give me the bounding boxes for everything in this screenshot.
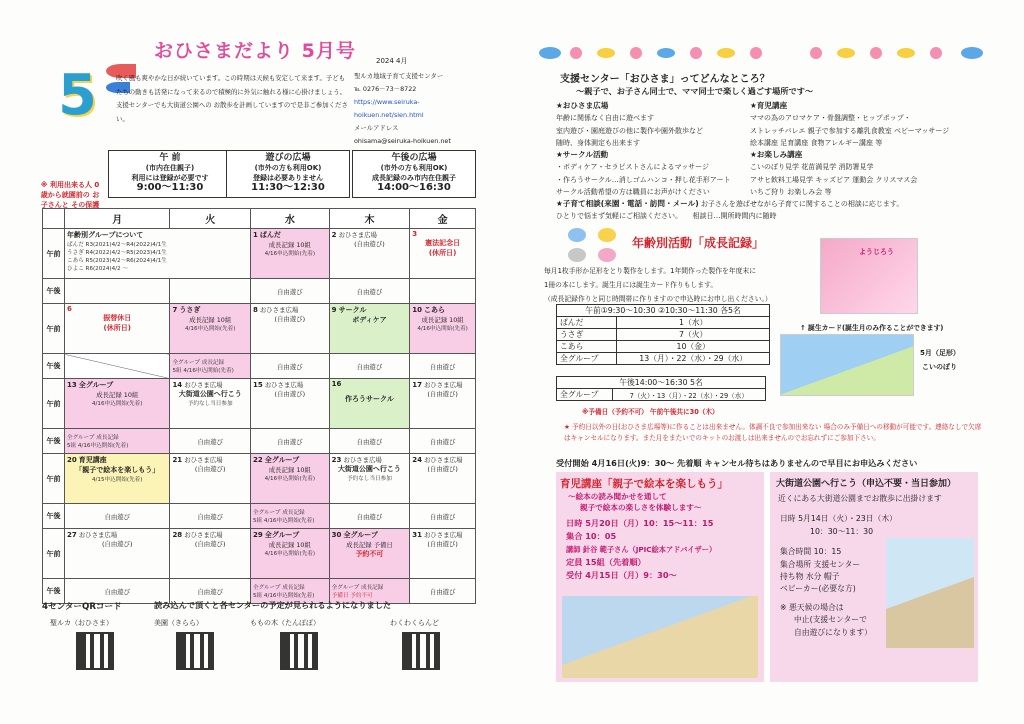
calendar-row (43, 229, 476, 279)
calendar-day-cell[interactable]: 3 憲法記念日 (休所日) (410, 229, 476, 279)
row-label-am: 午前 (43, 229, 65, 279)
calendar-row: 午前 6 振替休日 (休所日) 7 うさぎ 成長記録 10組 4/16申込開始(先着) 8 おひさま広場 (自由遊び) 9 サークル ボディケア 10 こあら 成長記録 10組 4/16申込開始(先着) (43, 304, 476, 354)
calendar-day-cell[interactable]: 21 おひさま広場 (自由遊び) (170, 454, 251, 504)
growth-record-title: 年齢別活動「成長記録」 (632, 236, 765, 250)
koala-icon (568, 248, 586, 262)
calendar-day-cell[interactable]: 28 おひさま広場 (自由遊び) (170, 529, 251, 579)
caution-note: ★ 予約日以外の日(おひさま広場等)に作ることは出来ません。体調不良で参加出来ない 場合のみ予備日への移動が可能です。連絡なしで欠席はキャンセルになります。また月をまたいでのキットのお渡しは出来ませんのでお忘れずにご参加下さい。 (564, 423, 982, 442)
calendar-day-cell[interactable]: 27 おひさま広場 (自由遊び) (65, 529, 170, 579)
section-heading: 支援センター「おひさま」ってどんなところ？ (560, 74, 770, 85)
calendar-day-cell[interactable]: 10 こあら 成長記録 10組 4/16申込開始(先着) (410, 304, 476, 354)
calendar-day-cell[interactable]: 29 全グループ 成長記録 10組 4/16申込開始(先着) (250, 529, 329, 579)
weekday-fri: 金 (410, 209, 476, 229)
course-panel: 育児講座「親子で絵本を楽しもう」 ～絵本の読み聞かせを通して 親子で絵本の楽しさを体験します～ 日時 5月20日（月）10：15～11：15 集合 10：05 講師 針谷 範子さん（JPIC絵本アドバイザー） 定員 15組（先着順） 受付 4月15日（月）9：30～ (556, 472, 764, 682)
weekday-thu: 木 (329, 209, 410, 229)
contact-mail[interactable]: ohisama@seiruka-hoikuen.net (354, 137, 451, 145)
table-row: 全グループ 7（火）・13（月）・22（水）・29（水） (557, 389, 766, 401)
month-digit: 5 (58, 63, 97, 128)
session-box-play: 遊びの広場 (市外の方も利用OK) 登録は必要ありません 11:30～12:30 (226, 150, 350, 198)
calendar-day-cell[interactable]: 2 おひさま広場 (自由遊び) (329, 229, 410, 279)
contact-tel: ℡ 0276－73－8722 (354, 85, 417, 93)
section-subheading: ～親子で、お子さん同士で、ママ同士で楽しく過ごす場所です～ (576, 86, 814, 96)
intro-text: 吹く風も爽やかな日が続いています。この時期は天候も安定して来ます。子どもたちの動きも活発になって来るので積極的に外気に触れる様に心掛けましょう。支援センターでも大街道公園への お散歩を計画していますので是非ご参加ください。 (116, 74, 348, 123)
koinobori-photo (780, 334, 914, 396)
qr-code[interactable] (402, 632, 440, 670)
calendar-row: 午前 13 全グループ 成長記録 10組 4/16申込開始(先着) 14 おひさま広場 大街道公園へ行こう 予約なし当日参加 15 おひさま広場 (自由遊び) 16 作ろうサークル 17 おひさま広場 (自由遊び) (43, 379, 476, 429)
calendar-row: 午前 27 おひさま広場 (自由遊び) 28 おひさま広場 (自由遊び) 29 全グループ 成長記録 10組 4/16申込開始(先着) 30 全グループ 成長記録 予備日 予約不可 31 おひさま広場 (自由遊び) (43, 529, 476, 579)
am-schedule-table: 午前①9:30～10:30 ②10:30～11:30 各5名 ぱんだ 1（水） うさぎ 7（火） こあら 10（金） 全グループ 13（月）・22（水）・29（水） (556, 304, 770, 365)
qr-label: わくわくらんど (390, 619, 439, 627)
calendar-day-cell[interactable]: 20 育児講座 「親子で絵本を楽しもう」 4/15申込開始(先着) (65, 454, 170, 504)
qr-label: 聖ルカ（おひさま） (50, 619, 113, 627)
calendar-header-row (43, 209, 476, 229)
growth-record-desc: 毎月1枚手形か足形をとり製作をします。1年間作った製作を年度末に 1冊の本にします。誕生月には誕生カード作りもします。 （成長記録作りと同じ時間帯に作りますので申込時にお申し出ください。） (544, 267, 772, 303)
publish-date: 2024 4月 (376, 57, 408, 65)
birthday-card-caption: ↑ 誕生カード(誕生月のみ作ることができます) (800, 324, 944, 332)
calendar-day-cell[interactable]: 14 おひさま広場 大街道公園へ行こう 予約なし当日参加 (170, 379, 251, 429)
rabbit-icon (598, 248, 616, 262)
table-row: ぱんだ 1（水） (557, 317, 770, 329)
contact-name: 聖ルカ地域子育て支援センター (354, 72, 444, 80)
weekday-mon: 月 (65, 209, 170, 229)
right-page (536, 28, 988, 718)
reception-notice: 受付開始 4月16日(火)9：30～ 先着順 キャンセル待ちはありませんので早目にお申込みください (556, 458, 918, 468)
qr-section-note: 読み込んで頂くと各センターの予定が見られるようになりました (154, 600, 392, 610)
calendar-day-cell[interactable]: 1 ぱんだ 成長記録 10組 4/16申込開始(先着) (250, 229, 329, 279)
contact-block (354, 70, 482, 148)
qr-section-title: 4センターQRコード (42, 602, 122, 612)
calendar-row: 午後 全グループ 成長記録 5組 4/16申込開始(先着) 自由遊び 自由遊び 自由遊び 自由遊び (43, 429, 476, 454)
qr-code[interactable] (176, 632, 214, 670)
qr-label: 美園（きらら） (154, 619, 203, 627)
calendar-day-cell[interactable]: 9 サークル ボディケア (329, 304, 410, 354)
row-label-pm: 午後 (43, 279, 65, 304)
koinobori-caption: 5月（足形） (920, 349, 960, 357)
birthday-card-photo: ようじろう (820, 238, 918, 314)
calendar-day-cell[interactable]: 15 おひさま広場 (自由遊び) (250, 379, 329, 429)
table-row: こあら 10（金） (557, 341, 770, 353)
contact-url[interactable]: https://www.seiruka-hoikuen.net/sien.html (354, 98, 424, 119)
services-column-1: ★おひさま広場 年齢に関係なく自由に遊べます 室内遊び・園庭遊びの他に製作や園外散歩など 随時、身体測定も出来ます ★サークル活動 ・ボディケア・セラピストさんによるマッサージ ・作ろうサークル…消しゴムハンコ・押し花手形アート サークル活動希望の方は職員にお声がけください (556, 101, 731, 197)
newsletter-title: おひさまだより 5月号 (154, 40, 356, 62)
calendar-row: 午後 自由遊び 自由遊び 全グループ 成長記録 5組 4/16申込開始(先着) 全グループ 成長記録 予備日 予約不可 自由遊び (43, 579, 476, 604)
calendar-day-cell[interactable]: 16 作ろうサークル (329, 379, 410, 429)
park-panel: 大街道公園へ行こう（申込不要・当日参加） 近くにある大街道公園までお散歩に出掛けます 日時 5月14日（火）・23日（木） 10：30～11：30 集合時間 10：15 集合場所 支援センター 持ち物 水分 帽子 ベビーカー(必要な方) ※ 悪天候の場合は 中止(支援センターで 自由遊びになります） (770, 472, 978, 682)
calendar-row: 午後 自由遊び 自由遊び (43, 279, 476, 304)
weekday-wed: 水 (250, 209, 329, 229)
calendar-day-cell[interactable]: 6 振替休日 (休所日) (65, 304, 170, 354)
chick-icon (598, 228, 616, 242)
park-photo (886, 538, 974, 648)
weekday-tue: 火 (170, 209, 251, 229)
qr-code[interactable] (76, 632, 114, 670)
session-box-am: 午 前 (市内在住親子) 利用には登録が必要です 9:00～11:30 (108, 150, 232, 198)
calendar-day-cell[interactable]: 8 おひさま広場 (自由遊び) (250, 304, 329, 354)
calendar-day-cell[interactable]: 24 おひさま広場 (自由遊び) (410, 454, 476, 504)
reserve-day-note: ※予備日（予約不可） 午前午後共に30（木） (582, 408, 719, 416)
calendar-day-cell[interactable]: 7 うさぎ 成長記録 10組 4/16申込開始(先着) (170, 304, 251, 354)
age-groups-cell: 年齢別グループについて ぱんだ R3(2021)4/2～R4(2022)4/1生 うさぎ R4(2022)4/2～R5(2023)4/1生 こあら R5(2023)4/2～R6(2024)4/1生 ひよこ R6(2024)4/2 ～ (65, 229, 251, 279)
calendar-row: 午後 全グループ 成長記録 5組 4/16申込開始(先着) 自由遊び 自由遊び 自由遊び (43, 354, 476, 379)
calendar-day-cell[interactable]: 22 全グループ 成長記録 10組 4/16申込開始(先着) (250, 454, 329, 504)
picture-book-photo (562, 596, 758, 678)
calendar-day-cell[interactable]: 31 おひさま広場 (自由遊び) (410, 529, 476, 579)
calendar-day-cell[interactable]: 30 全グループ 成長記録 予備日 予約不可 (329, 529, 410, 579)
mail-label: メールアドレス (354, 124, 399, 132)
flower-border (536, 40, 988, 66)
calendar-day-cell[interactable]: 13 全グループ 成長記録 10組 4/16申込開始(先着) (65, 379, 170, 429)
qr-code[interactable] (280, 632, 318, 670)
table-row: 全グループ 13（月）・22（水）・29（水） (557, 353, 770, 365)
eligibility-notice: ※ 利用出来る人 0歳から就園前の お子さんと その保護 (40, 181, 100, 209)
qr-label: ももの木（たんぽぽ） (250, 619, 320, 627)
calendar-day-cell[interactable]: 23 おひさま広場 大街道公園へ行こう 予約なし当日参加 (329, 454, 410, 504)
bear-icon (568, 228, 586, 242)
table-row: うさぎ 7（火） (557, 329, 770, 341)
calendar-row: 午後 自由遊び 自由遊び 全グループ 成長記録 5組 4/16申込開始(先着) 自由遊び 自由遊び (43, 504, 476, 529)
calendar-row: 午前 20 育児講座 「親子で絵本を楽しもう」 4/15申込開始(先着) 21 おひさま広場 (自由遊び) 22 全グループ 成長記録 10組 4/16申込開始(先着) 23 おひさま広場 大街道公園へ行こう 予約なし当日参加 24 おひさま広場 (自由遊び) (43, 454, 476, 504)
services-column-2: ★育児講座 ママの為のアロマケア・骨盤調整・ヒップポップ・ ストレッチバレエ 親子で参加する離乳食教室 ベビーマッサージ 絵本講座 足育講座 食物アレルギー講座 等 ★お楽しみ講座 こいのぼり見学 花苗満見学 消防署見学 アサヒ飲料工場見学 キッズピア 運動会 クリスマス会 いちご狩り お楽しみ会 等 (750, 101, 950, 197)
left-page (36, 28, 478, 718)
calendar-day-cell[interactable]: 17 おひさま広場 (自由遊び) (410, 379, 476, 429)
monthly-calendar (42, 208, 476, 604)
consultation-block: ★子育て相談(来園・電話・訪問・メール) お子さんを遊ばせながら子育てに関することの相談に応じます。 ひとりで悩まず気軽にご相談ください。 相談日…開所時間内に随時 (556, 199, 904, 221)
koinobori-caption-2: こいのぼり (922, 363, 957, 371)
session-box-pm: 午後の広場 (市外の方も利用OK) 成長記録のみ市内在住親子 14:00～16:30 (352, 150, 476, 198)
pm-schedule-table: 午後14:00～16:30 5名 全グループ 7（火）・13（月）・22（水）・29（水） (556, 376, 766, 401)
